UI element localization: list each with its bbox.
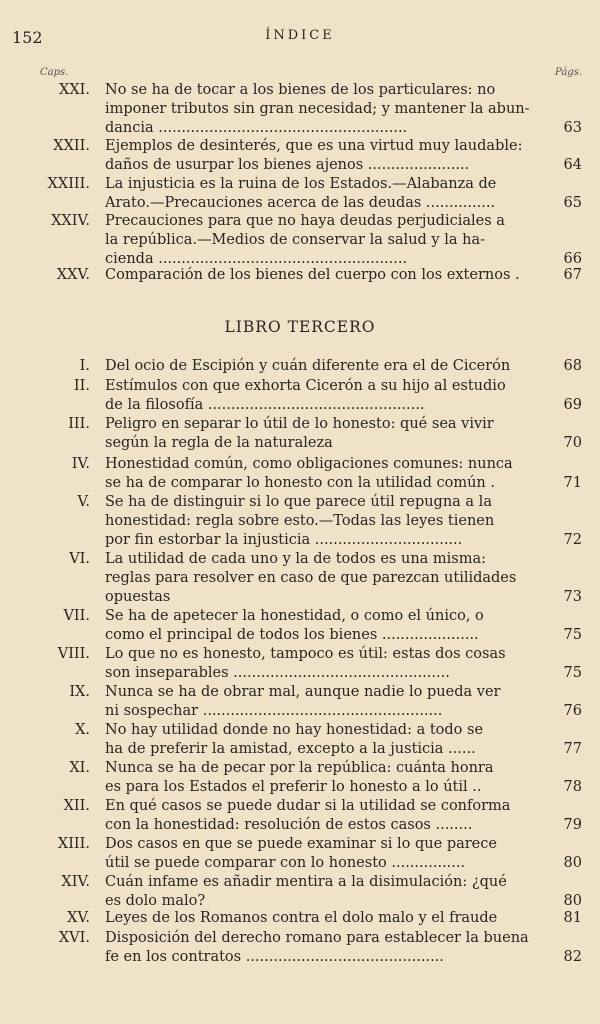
chapter-title-line: ni sospechar .................................................... bbox=[105, 703, 443, 719]
chapter-title-line: como el principal de todos los bienes ..................... bbox=[105, 627, 479, 643]
chapter-title bbox=[105, 455, 537, 493]
chapter-title-line: Nunca se ha de pecar por la república: cuánta honra bbox=[105, 760, 494, 776]
chapter-number: XII. bbox=[63, 798, 90, 814]
toc-entry bbox=[0, 81, 600, 138]
page-reference: 79 bbox=[563, 817, 582, 833]
chapter-title bbox=[105, 550, 537, 607]
chapter-number: XXII. bbox=[53, 138, 90, 154]
chapter-number: VII. bbox=[63, 608, 90, 624]
toc-entry bbox=[0, 175, 600, 213]
chapter-title-line: La injusticia es la ruina de los Estados.—Alabanza de bbox=[105, 176, 497, 192]
page-reference: 67 bbox=[563, 267, 582, 283]
chapter-title-line: por fin estorbar la injusticia ................................ bbox=[105, 532, 463, 548]
page-reference: 65 bbox=[563, 195, 582, 211]
chapter-number: V. bbox=[77, 494, 90, 510]
chapter-number: IV. bbox=[71, 456, 90, 472]
page-reference: 82 bbox=[563, 949, 582, 965]
section-title: LIBRO TERCERO bbox=[224, 318, 376, 336]
chapter-number: XV. bbox=[67, 910, 90, 926]
page-reference: 75 bbox=[563, 665, 582, 681]
chapter-title-line: Arato.—Precauciones acerca de las deudas ............... bbox=[105, 195, 496, 211]
chapter-title-line: En qué casos se puede dudar si la utilidad se conforma bbox=[105, 798, 511, 814]
chapter-title-line: honestidad: regla sobre esto.—Todas las leyes tienen bbox=[105, 513, 495, 529]
page-reference: 81 bbox=[563, 910, 582, 926]
page-number: 152 bbox=[12, 28, 43, 47]
toc-entry bbox=[0, 357, 600, 376]
chapter-title bbox=[105, 377, 537, 415]
chapter-number: VIII. bbox=[57, 646, 90, 662]
chapter-title bbox=[105, 493, 537, 550]
chapter-title-line: dancia ...................................................... bbox=[105, 120, 408, 136]
toc-entry bbox=[0, 212, 600, 269]
page-reference: 69 bbox=[563, 397, 582, 413]
chapter-number: XVI. bbox=[58, 930, 90, 946]
toc-entry bbox=[0, 415, 600, 453]
page-reference: 70 bbox=[563, 435, 582, 451]
page-reference: 64 bbox=[563, 157, 582, 173]
chapter-title-line: Leyes de los Romanos contra el dolo malo y el fraude bbox=[105, 910, 498, 926]
chapter-title-line: Comparación de los bienes del cuerpo con los externos . bbox=[105, 267, 520, 283]
chapter-title bbox=[105, 357, 537, 376]
chapter-title bbox=[105, 266, 537, 285]
chapter-number: XIV. bbox=[61, 874, 90, 890]
chapter-title bbox=[105, 683, 537, 721]
chapter-title-line: la república.—Medios de conservar la salud y la ha- bbox=[105, 232, 485, 248]
chapter-number: IX. bbox=[69, 684, 90, 700]
chapter-title-line: son inseparables ............................................... bbox=[105, 665, 450, 681]
chapter-title-line: Se ha de distinguir si lo que parece útil repugna a la bbox=[105, 494, 492, 510]
toc-entry bbox=[0, 835, 600, 873]
chapter-title-line: Disposición del derecho romano para establecer la buena bbox=[105, 930, 529, 946]
chapter-number: III. bbox=[68, 416, 90, 432]
chapter-title bbox=[105, 759, 537, 797]
chapter-title-line: con la honestidad: resolución de estos casos ........ bbox=[105, 817, 473, 833]
toc-entry bbox=[0, 721, 600, 759]
chapter-number: XIII. bbox=[57, 836, 90, 852]
page-reference: 68 bbox=[563, 358, 582, 374]
toc-entry bbox=[0, 797, 600, 835]
chapter-title-line: Nunca se ha de obrar mal, aunque nadie lo pueda ver bbox=[105, 684, 501, 700]
chapter-title-line: útil se puede comparar con lo honesto ................ bbox=[105, 855, 466, 871]
chapter-title-line: Precauciones para que no haya deudas perjudiciales a bbox=[105, 213, 505, 229]
page-reference: 73 bbox=[563, 589, 582, 605]
chapter-number: X. bbox=[75, 722, 90, 738]
chapter-title bbox=[105, 81, 537, 138]
chapter-number: XXIII. bbox=[47, 176, 90, 192]
chapter-title-line: reglas para resolver en caso de que parezcan utilidades bbox=[105, 570, 517, 586]
toc-entry bbox=[0, 137, 600, 175]
page-reference: 72 bbox=[563, 532, 582, 548]
chapter-title-line: opuestas bbox=[105, 589, 171, 605]
chapter-title bbox=[105, 607, 537, 645]
chapter-title-line: Lo que no es honesto, tampoco es útil: estas dos cosas bbox=[105, 646, 506, 662]
chapter-title bbox=[105, 137, 537, 175]
chapter-title-line: fe en los contratos ........................................... bbox=[105, 949, 444, 965]
chapter-title-line: Se ha de apetecer la honestidad, o como el único, o bbox=[105, 608, 484, 624]
chapter-number: I. bbox=[79, 358, 90, 374]
page-reference: 80 bbox=[563, 893, 582, 909]
chapter-title-line: se ha de comparar lo honesto con la utilidad común . bbox=[105, 475, 495, 491]
chapter-title bbox=[105, 909, 537, 928]
chapter-title-line: No hay utilidad donde no hay honestidad: a todo se bbox=[105, 722, 484, 738]
chapter-title-line: Estímulos con que exhorta Cicerón a su hijo al estudio bbox=[105, 378, 506, 394]
chapter-number: XXI. bbox=[59, 82, 90, 98]
toc-entry bbox=[0, 455, 600, 493]
page-reference: 71 bbox=[563, 475, 582, 491]
toc-entry bbox=[0, 266, 600, 285]
chapter-title bbox=[105, 175, 537, 213]
toc-entry bbox=[0, 909, 600, 928]
page-header bbox=[12, 28, 588, 48]
toc-entry bbox=[0, 759, 600, 797]
toc-entry bbox=[0, 683, 600, 721]
toc-entry bbox=[0, 550, 600, 607]
page-reference: 77 bbox=[563, 741, 582, 757]
toc-entry bbox=[0, 493, 600, 550]
chapter-number: XI. bbox=[69, 760, 90, 776]
chapter-number: XXV. bbox=[56, 267, 90, 283]
chapter-title bbox=[105, 721, 537, 759]
chapter-title-line: es para los Estados el preferir lo honesto a lo útil .. bbox=[105, 779, 482, 795]
chapter-title-line: de la filosofía ............................................... bbox=[105, 397, 425, 413]
chapter-title-line: según la regla de la naturaleza bbox=[105, 435, 333, 451]
chapter-number: XXIV. bbox=[51, 213, 90, 229]
chapter-title-line: cienda ...................................................... bbox=[105, 251, 408, 267]
chapter-title-line: daños de usurpar los bienes ajenos ...................... bbox=[105, 157, 470, 173]
chapter-title-line: Ejemplos de desinterés, que es una virtud muy laudable: bbox=[105, 138, 523, 154]
chapter-title bbox=[105, 797, 537, 835]
chapter-title-line: Honestidad común, como obligaciones comunes: nunca bbox=[105, 456, 513, 472]
page-title: ÍNDICE bbox=[265, 28, 335, 43]
toc-entry bbox=[0, 929, 600, 967]
page-reference: 75 bbox=[563, 627, 582, 643]
chapter-title bbox=[105, 415, 537, 453]
chapter-title-line: Del ocio de Escipión y cuán diferente era el de Cicerón bbox=[105, 358, 511, 374]
chapter-title-line: es dolo malo? bbox=[105, 893, 206, 909]
chapter-title bbox=[105, 835, 537, 873]
page-reference: 78 bbox=[563, 779, 582, 795]
page-reference: 66 bbox=[563, 251, 582, 267]
chapter-title bbox=[105, 929, 537, 967]
toc-entry bbox=[0, 607, 600, 645]
chapter-title-line: Dos casos en que se puede examinar si lo que parece bbox=[105, 836, 497, 852]
chapter-title-line: imponer tributos sin gran necesidad; y mantener la abun- bbox=[105, 101, 530, 117]
chapter-title-line: Cuán infame es añadir mentira a la disimulación: ¿qué bbox=[105, 874, 507, 890]
page-reference: 80 bbox=[563, 855, 582, 871]
page-reference: 76 bbox=[563, 703, 582, 719]
chapter-number: II. bbox=[73, 378, 90, 394]
toc-entry bbox=[0, 873, 600, 911]
chapter-title-line: ha de preferir la amistad, excepto a la justicia ...... bbox=[105, 741, 476, 757]
chapter-number: VI. bbox=[69, 551, 90, 567]
page-reference: 63 bbox=[563, 120, 582, 136]
chapter-title bbox=[105, 645, 537, 683]
caps-column-label: Caps. bbox=[40, 67, 69, 78]
chapter-title-line: Peligro en separar lo útil de lo honesto: qué sea vivir bbox=[105, 416, 494, 432]
toc-entry bbox=[0, 645, 600, 683]
chapter-title-line: La utilidad de cada uno y la de todos es una misma: bbox=[105, 551, 487, 567]
chapter-title bbox=[105, 212, 537, 269]
pags-column-label: Págs. bbox=[555, 67, 582, 78]
toc-entry bbox=[0, 377, 600, 415]
chapter-title-line: No se ha de tocar a los bienes de los particulares: no bbox=[105, 82, 496, 98]
chapter-title bbox=[105, 873, 537, 911]
